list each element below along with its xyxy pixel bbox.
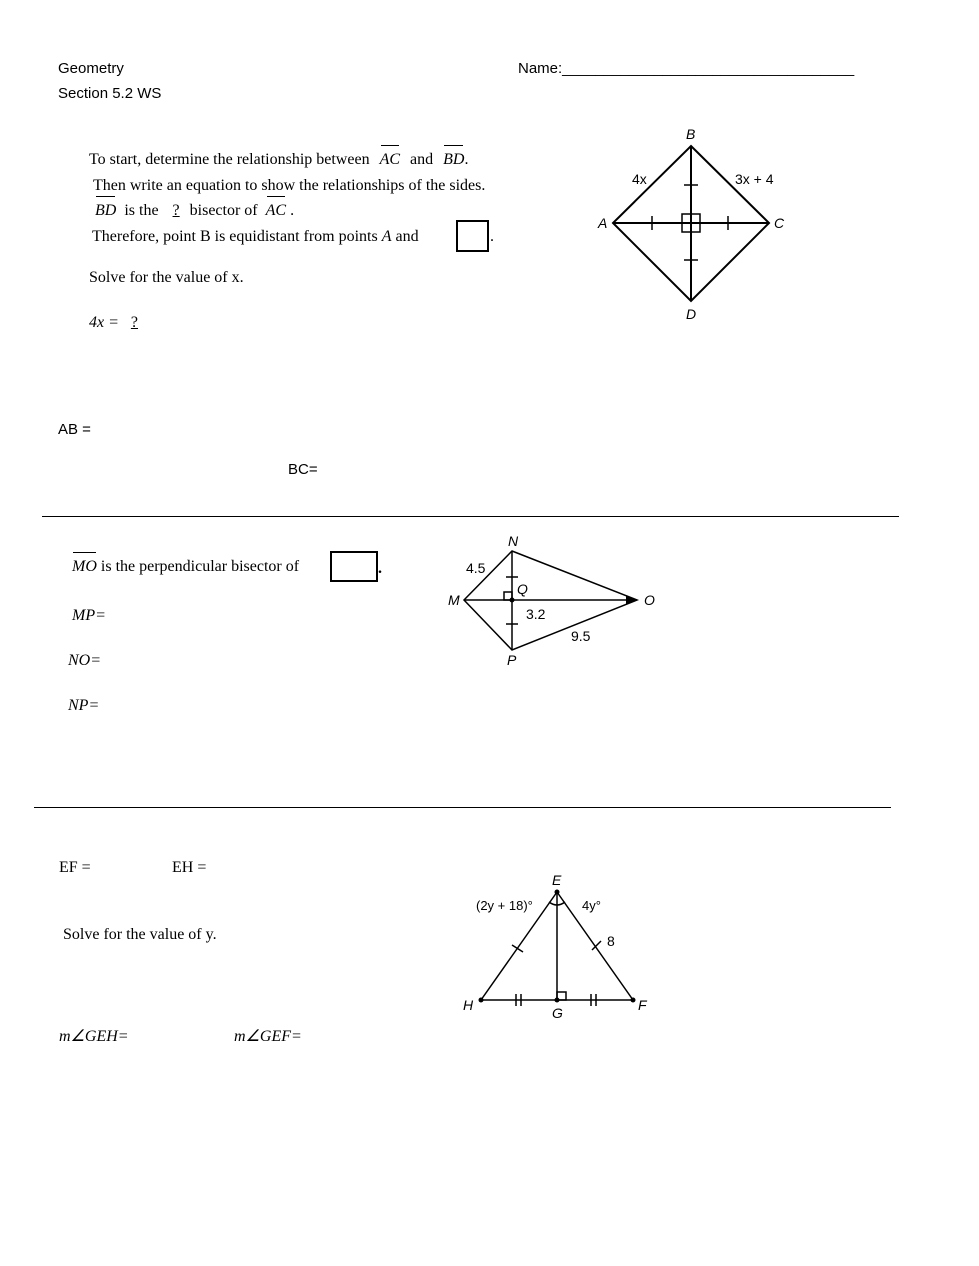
period-3: . (490, 228, 494, 245)
p1-line4 (92, 228, 419, 246)
label-e: E (552, 872, 562, 888)
equidistant-text: Therefore, point B is equidistant from points (92, 228, 378, 245)
bisector-of: bisector of (189, 202, 258, 219)
perp-bisector-text: is the perpendicular bisector of (100, 558, 300, 575)
side-bc-label: 3x + 4 (735, 171, 774, 187)
solve-y: Solve for the value of y. (63, 926, 217, 943)
eq-left: 4x = (89, 314, 119, 331)
blank-question: ? (172, 202, 180, 219)
angle-geh-answer: m∠GEH= (59, 1028, 129, 1045)
length-mn: 4.5 (466, 560, 486, 576)
rhombus-diagram (590, 122, 790, 327)
label-p: P (507, 652, 517, 668)
period: . (464, 151, 469, 168)
side-ef-label: 8 (607, 933, 615, 949)
seg-mo: MO (72, 558, 97, 575)
and-word-2: and (395, 228, 419, 245)
np-answer: NP= (68, 697, 100, 714)
label-o: O (644, 592, 655, 608)
length-qp: 3.2 (526, 606, 546, 622)
ef-answer: EF = (59, 859, 91, 876)
answer-box-2[interactable] (330, 551, 378, 582)
label-d: D (686, 306, 697, 322)
p2-statement (72, 558, 299, 576)
label-q: Q (517, 581, 528, 597)
label-b: B (686, 126, 696, 142)
seg-bd-2: BD (95, 202, 117, 219)
name-field[interactable]: Name:___________________________________ (518, 60, 855, 77)
bc-answer: BC= (288, 461, 318, 478)
point-a: A (381, 228, 392, 245)
angle-gef-answer: m∠GEF= (234, 1028, 302, 1045)
ab-answer: AB = (58, 421, 91, 438)
label-n: N (508, 533, 519, 549)
solve-x: Solve for the value of x. (89, 269, 244, 286)
divider-1 (42, 516, 899, 517)
eq-blank: ? (130, 314, 139, 331)
kite-diagram (440, 528, 670, 673)
p1-line1 (89, 151, 468, 169)
answer-box-1[interactable] (456, 220, 489, 252)
section-title: Section 5.2 WS (58, 85, 162, 102)
period-4: . (378, 560, 382, 577)
label-m: M (448, 592, 460, 608)
angle-right-label: 4y° (582, 898, 601, 913)
no-answer: NO= (68, 652, 102, 669)
p1-line1-text: To start, determine the relationship between (89, 151, 370, 168)
label-f: F (638, 997, 647, 1013)
equation (89, 314, 146, 332)
triangle-diagram (455, 866, 665, 1026)
seg-bd: BD (443, 151, 465, 168)
label-c: C (774, 215, 785, 231)
divider-2 (34, 807, 891, 808)
arrow-o (626, 595, 637, 605)
p1-line3 (95, 202, 294, 220)
seg-ac-2: AC (265, 202, 287, 219)
eh-answer: EH = (172, 859, 207, 876)
side-ab-label: 4x (632, 171, 647, 187)
mp-answer: MP= (72, 607, 106, 624)
is-the: is the (124, 202, 159, 219)
period-2: . (290, 202, 295, 219)
angle-left-label: (2y + 18)° (476, 898, 533, 913)
length-po: 9.5 (571, 628, 591, 644)
label-a: A (598, 215, 608, 231)
point-q (510, 598, 515, 603)
label-h: H (463, 997, 474, 1013)
and-word: and (410, 151, 434, 168)
label-g: G (552, 1005, 563, 1021)
course-title: Geometry (58, 60, 124, 77)
p1-line2: Then write an equation to show the relationships of the sides. (93, 177, 486, 194)
seg-ac: AC (379, 151, 401, 168)
